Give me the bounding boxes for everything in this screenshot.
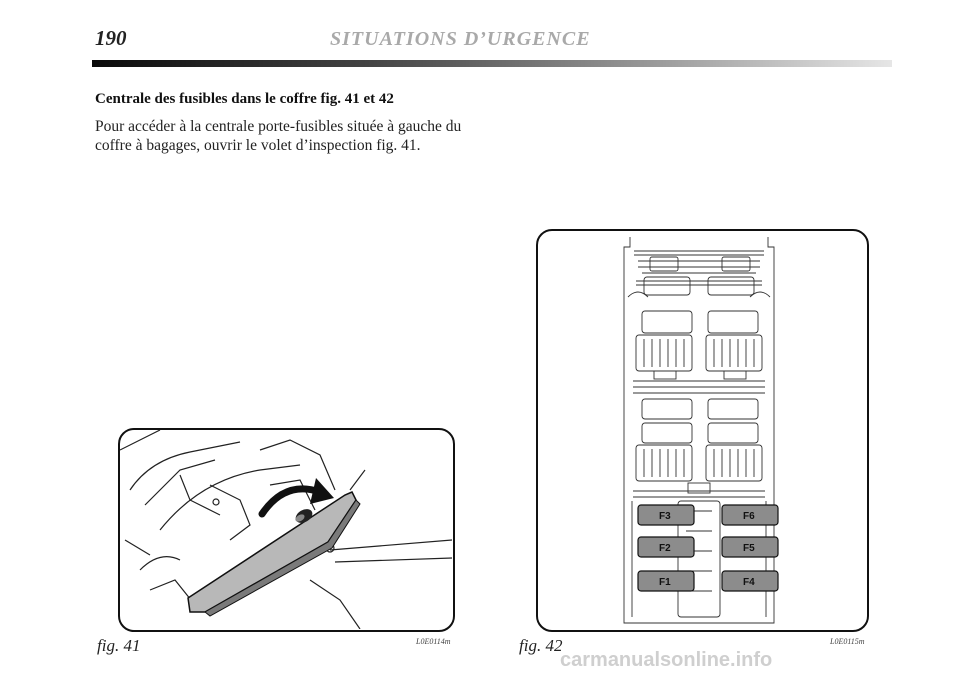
fuse-label-f2: F2 (659, 543, 671, 554)
figure-42-fuse-box-diagram (536, 229, 869, 632)
fuse-box-drawing (538, 231, 866, 629)
section-heading: Centrale des fusibles dans le coffre fig. 41 et 42 (95, 91, 394, 107)
fuse-label-f3: F3 (659, 511, 671, 522)
fuse-label-f5: F5 (743, 543, 755, 554)
page-number: 190 (95, 26, 127, 50)
trunk-flap-drawing (120, 430, 452, 629)
figure-42-code: L0E0115m (830, 637, 865, 646)
figure-41-code: L0E0114m (416, 637, 451, 646)
fuse-label-f4: F4 (743, 577, 755, 588)
figure-41-caption: fig. 41 (97, 636, 141, 655)
watermark: carmanualsonline.info (560, 649, 773, 671)
section-title: SITUATIONS D’URGENCE (330, 28, 591, 50)
figure-42-caption: fig. 42 (519, 636, 563, 655)
fuse-group-left (638, 505, 694, 591)
figure-41-trunk-flap-illustration (118, 428, 455, 632)
header-rule (92, 60, 892, 67)
fuse-group-right (722, 505, 778, 591)
fuse-label-f1: F1 (659, 577, 671, 588)
instruction-paragraph: Pour accéder à la centrale porte-fusibles située à gauche du coffre à bagages, ouvrir le volet d’inspection fig. 41. (95, 118, 462, 154)
fuse-label-f6: F6 (743, 511, 755, 522)
